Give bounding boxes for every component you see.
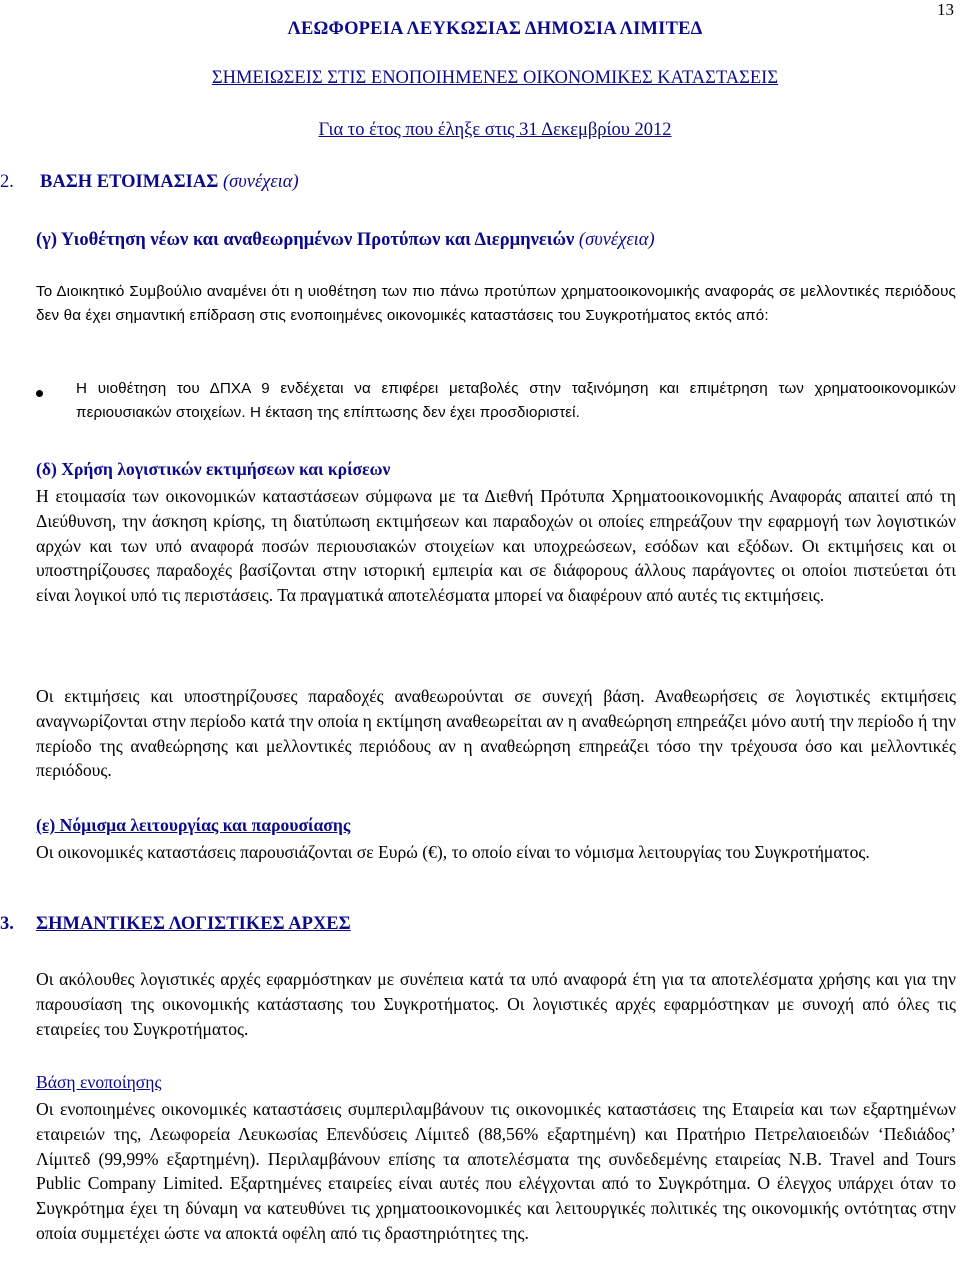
gamma-paragraph: Το Διοικητικό Συμβούλιο αναμένει ότι η υιοθέτηση των πιο πάνω προτύπων χρηματοοικονομικής αναφοράς σε μελλοντικές περιόδους δεν θα έχει σημαντική επίδραση στις ενοποιημένες οικονομικές καταστάσεις του Συγκροτήματος εκτός από: (36, 283, 956, 324)
section-2-continued: (συνέχεια) (222, 172, 299, 192)
section-2-heading (0, 172, 299, 193)
gamma-title: (γ) Υιοθέτηση νέων και αναθεωρημένων Προτύπων και Διερμηνειών (36, 230, 575, 250)
notes-title: ΣΗΜΕΙΩΣΕΙΣ ΣΤΙΣ ΕΝΟΠΟΙΗΜΕΝΕΣ ΟΙΚΟΝΟΜΙΚΕΣ ΚΑΤΑΣΤΑΣΕΙΣ (211, 68, 779, 88)
gamma-continued: (συνέχεια) (578, 230, 655, 250)
page-number: 13 (937, 0, 954, 19)
section-3-paragraph: Οι ακόλουθες λογιστικές αρχές εφαρμόστηκαν με συνέπεια κατά τα υπό αναφορά έτη για τα αποτελέσματα χρήσης και για την παρουσίαση της οικονομικής κατάστασης του Συγκροτήματος. Οι λογιστικές αρχές εφαρμόστηκαν με συνοχή από όλες τις εταιρείες του Συγκροτήματος. (36, 969, 956, 1039)
consolidation-heading: Βάση ενοποίησης (36, 1072, 162, 1092)
consolidation-paragraph: Οι ενοποιημένες οικονομικές καταστάσεις συμπεριλαμβάνουν τις οικονομικές καταστάσεις της Εταιρεία και των εξαρτημένων εταιρειών της, Λεωφορεία Λευκωσίας Επενδύσεις Λίμιτεδ (88,56% εξαρτημένη) και Πρατήριο Πετρελαιοειδών ‘Πεδιάδος’ Λίμιτεδ (99,99% εξαρτημένη). Περιλαμβάνουν επίσης τα αποτελέσματα της συνδεδεμένης εταιρείας N.B. Travel and Tours Public Company Limited. Εξαρτημένες εταιρείες είναι αυτές που ελέγχονται από το Συγκρότημα. Ο έλεγχος υπάρχει όταν το Συγκρότημα έχει τη δύναμη να κατευθύνει τις χρηματοοικονομικές και λειτουργικές πολιτικές της οικονομικής οντότητας στην οποία συμμετέχει ώστε να αποκτά οφέλη από τις δραστηριότητες της. (36, 1099, 956, 1243)
epsilon-paragraph: Οι οικονομικές καταστάσεις παρουσιάζονται σε Ευρώ (€), το οποίο είναι το νόμισμα λειτουργίας του Συγκροτήματος. (36, 842, 870, 862)
delta-paragraph-1: Η ετοιμασία των οικονομικών καταστάσεων σύμφωνα με τα Διεθνή Πρότυπα Χρηματοοικονομικής Αναφοράς απαιτεί από τη Διεύθυνση, την άσκηση κρίσης, τη διατύπωση εκτιμήσεων και παραδοχών οι οποίες επηρεάζουν την εφαρμογή των λογιστικών αρχών και των υπό αναφορά ποσών περιουσιακών στοιχείων και υποχρεώσεων, εσόδων και εξόδων. Οι εκτιμήσεις και οι υποστηρίζουσες παραδοχές βασίζονται στην ιστορική εμπειρία και σε διάφορους άλλους παράγοντες οι οποίοι πιστεύεται ότι είναι λογικοί υπό τις περιστάσεις. Τα πραγματικά αποτελέσματα μπορεί να διαφέρουν από αυτές τις εκτιμήσεις. (36, 486, 956, 606)
gamma-heading (36, 230, 655, 251)
section-3-heading (0, 914, 351, 935)
period-line: Για το έτος που έληξε στις 31 Δεκεμβρίου 2012 (318, 120, 672, 140)
company-name: ΛΕΩΦΟΡΕΙΑ ΛΕΥΚΩΣΙΑΣ ΔΗΜΟΣΙΑ ΛΙΜΙΤΕΔ (287, 19, 703, 39)
gamma-bullet-text: Η υιοθέτηση του ΔΠΧΑ 9 ενδέχεται να επιφέρει μεταβολές στην ταξινόμηση και επιμέτρηση των χρηματοοικονομικών περιουσιακών στοιχείων. Η έκταση της επίπτωσης δεν έχει προσδιοριστεί. (76, 380, 956, 421)
delta-paragraph-2: Οι εκτιμήσεις και υποστηρίζουσες παραδοχές αναθεωρούνται σε συνεχή βάση. Αναθεωρήσεις σε λογιστικές εκτιμήσεις αναγνωρίζονται στην περίοδο κατά την οποία η εκτίμηση αναθεωρείται αν η αναθεώρηση επηρεάζει μόνο αυτή την περίοδο ή την περίοδο της αναθεώρησης και μελλοντικές περιόδους αν η αναθεώρηση επηρεάζει τόσο την τρέχουσα όσο και μελλοντικές περιόδους. (36, 686, 956, 781)
epsilon-heading: (ε) Νόμισμα λειτουργίας και παρουσίασης (36, 815, 351, 835)
section-2-title: ΒΑΣΗ ΕΤΟΙΜΑΣΙΑΣ (40, 172, 219, 192)
section-3-number: 3. (0, 914, 14, 934)
section-2-number: 2. (0, 172, 14, 192)
delta-heading: (δ) Χρήση λογιστικών εκτιμήσεων και κρίσεων (36, 459, 391, 479)
bullet-icon (36, 390, 43, 397)
section-3-title: ΣΗΜΑΝΤΙΚΕΣ ΛΟΓΙΣΤΙΚΕΣ ΑΡΧΕΣ (36, 914, 351, 934)
